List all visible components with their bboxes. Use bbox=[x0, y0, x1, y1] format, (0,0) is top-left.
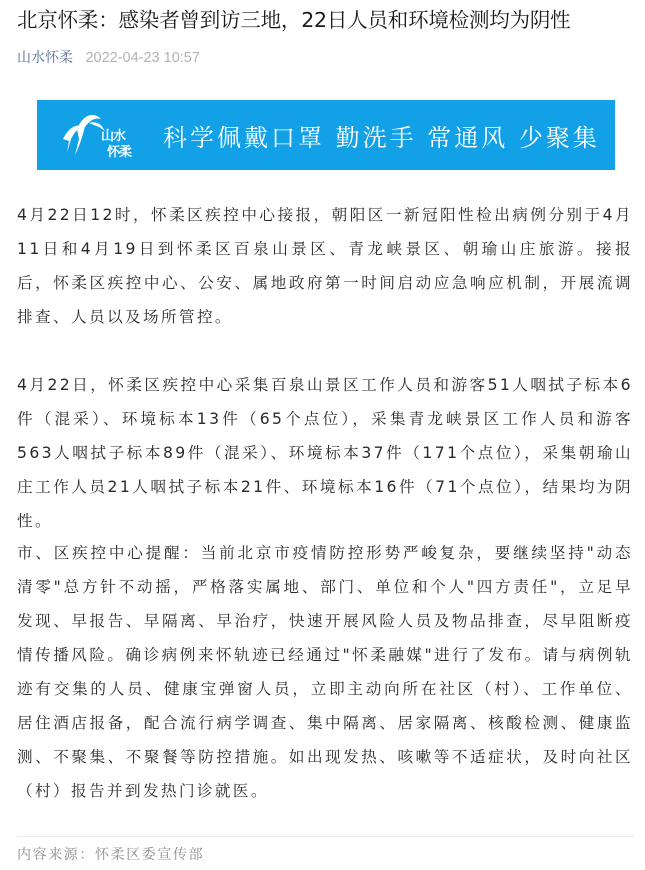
article-meta bbox=[17, 48, 200, 68]
publish-date: 2022-04-23 10:57 bbox=[85, 50, 200, 66]
logo-text-bottom: 怀柔 bbox=[107, 145, 132, 160]
article-title: 北京怀柔：感染者曾到访三地，22日人员和环境检测均为阴性 bbox=[17, 8, 571, 32]
author-link[interactable]: 山水怀柔 bbox=[17, 50, 73, 66]
paragraph-reminder: 市、区疾控中心提醒：当前北京市疫情防控形势严峻复杂，要继续坚持"动态清零"总方针不动摇，严格落实属地、部门、单位和个人"四方责任"，立足早发现、早报告、早隔离、早治疗，快速开展风险人员及物品排查，尽早阻断疫情传播风险。确诊病例来怀轨迹已经通过"怀柔融媒"进行了发布。请与病例轨迹有交集的人员、健康宝弹窗人员，立即主动向所在社区（村）、工作单位、居住酒店报备，配合流行病学调查、集中隔离、居家隔离、核酸检测、健康监测、不聚集、不聚餐等防控措施。如出现发热、咳嗽等不适症状，及时向社区（村）报告并到发热门诊就医。 bbox=[17, 544, 633, 800]
content-source: 内容来源：怀柔区委宣传部 bbox=[17, 847, 205, 863]
paragraph-test-results: 4月22日，怀柔区疾控中心采集百泉山景区工作人员和游客51人咽拭子标本6件（混采）、环境标本13件（65个点位），采集青龙峡景区工作人员和游客563人咽拭子标本89件（混采）、环境标本37件（171个点位），采集朝瑜山庄工作人员21人咽拭子标本21件、环境标本16件（71个点位），结果均为阴性。 bbox=[17, 376, 633, 530]
footer-divider bbox=[17, 836, 634, 837]
logo-text-top: 山水 bbox=[101, 129, 126, 144]
logo bbox=[59, 105, 139, 165]
banner-slogan: 科学佩戴口罩 勤洗手 常通风 少聚集 bbox=[163, 123, 600, 152]
slogan-banner bbox=[37, 100, 615, 170]
paragraph-report: 4月22日12时，怀柔区疾控中心接报，朝阳区一新冠阳性检出病例分别于4月11日和4月19日到怀柔区百泉山景区、青龙峡景区、朝瑜山庄旅游。接报后，怀柔区疾控中心、公安、属地政府第一时间启动应急响应机制，开展流调排查、人员以及场所管控。 bbox=[17, 206, 633, 326]
